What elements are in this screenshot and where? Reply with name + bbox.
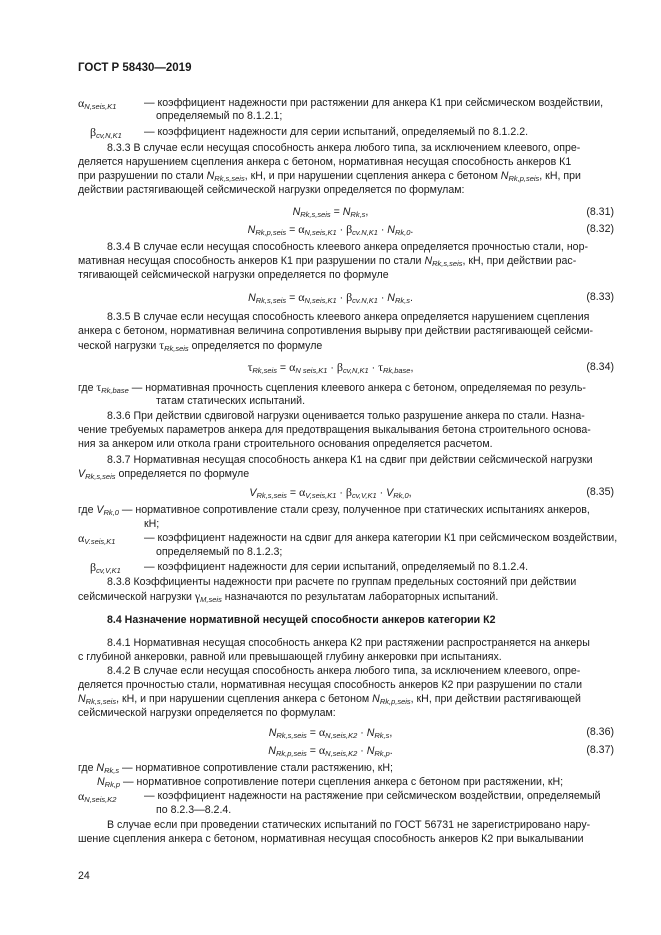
definition-line: — коэффициент надежности для серии испытаний, определяемый по 8.1.2.4. xyxy=(144,561,529,573)
paragraph-line: сейсмической нагрузки определяется по формулам: xyxy=(78,707,336,719)
paragraph-line: В случае если при проведении статических испытаний по ГОСТ 56731 не зарегистрировано нару- xyxy=(107,819,591,831)
paragraph-line: 8.3.4 В случае если несущая способность клеевого анкера определяется прочностью стали, нор- xyxy=(107,241,588,253)
formula: $N_{Rk,p,seis} = \alpha_{N,seis,K1} \cdot \beta_{cv.N,K1} \cdot N_{Rk,0}$. xyxy=(247,222,414,237)
paragraph-line: $V_{Rk,s,seis}$ определяется по формуле xyxy=(78,468,250,481)
equation-number: (8.36) xyxy=(586,726,614,738)
definition-line: — коэффициент надежности при растяжении для анкера К1 при сейсмическом воздействии, xyxy=(144,97,604,109)
definition-line: — коэффициент надежности для серии испытаний, определяемый по 8.1.2.2. xyxy=(144,126,529,138)
document-header: ГОСТ Р 58430—2019 xyxy=(78,62,192,74)
paragraph-line: действии растягивающей сейсмической нагрузки определяется по формулам: xyxy=(78,184,465,196)
formula: $N_{Rk,p,seis} = \alpha_{N,seis,K2} \cdot N_{Rk,p}$. xyxy=(268,743,393,758)
symbol-beta-cv-n-k1: $\beta_{cv,N,K1}$ xyxy=(90,125,122,140)
definition-line: — коэффициент надежности на растяжение при сейсмическом воздействии, определяемый xyxy=(144,790,601,802)
paragraph-line: где $\tau_{Rk,base}$ — нормативная прочность сцепления клеевого анкера с бетоном, определяемая по резуль- xyxy=(78,380,586,395)
paragraph-line: тягивающей сейсмической нагрузки определяется по формуле xyxy=(78,269,389,281)
paragraph-line: сейсмической нагрузки $\gamma_{M,seis}$ назначаются по результатам лабораторных испытаний. xyxy=(78,589,499,604)
formula: $N_{Rk,s,seis} = \alpha_{N,seis,K1} \cdot \beta_{cv.N,K1} \cdot N_{Rk,s}$. xyxy=(248,290,413,305)
paragraph-line: 8.4.1 Нормативная несущая способность анкера К2 при растяжении распространяется на анкеры xyxy=(107,637,590,649)
paragraph-line: анкера с бетоном, нормативная величина сопротивления вырыву при действии растягивающей сейсми- xyxy=(78,325,594,337)
paragraph-line: мативная несущая способность анкеров К1 при разрушении по стали $N_{Rk,s,seis}$, кН, при действии рас- xyxy=(78,255,577,268)
formula: $N_{Rk,s,seis} = \alpha_{N,seis,K2} \cdot N_{Rk,s}$, xyxy=(268,725,393,740)
paragraph-line: чение требуемых параметров анкера для предотвращения выкалывания бетона строительного основа- xyxy=(78,424,591,436)
equation-number: (8.33) xyxy=(586,291,614,303)
symbol-alpha-n-seis-k2: $\alpha_{N,seis,K2}$ xyxy=(78,789,117,804)
paragraph-line: при разрушении по стали $N_{Rk,s,seis}$, кН, и при нарушении сцепления анкера с бетоном $N_{Rk,p,seis}$, кН, при xyxy=(78,170,581,183)
paragraph-line: $N_{Rk,s,seis}$, кН, и при нарушении сцепления анкера с бетоном $N_{Rk,p,seis}$, кН, при действии растягивающей xyxy=(78,693,581,706)
definition-line: $N_{Rk,p}$ — нормативное сопротивление потери сцепления анкера с бетоном при растяжении, кН; xyxy=(97,776,564,789)
definition-line: определяемый по 8.1.2.1; xyxy=(156,110,283,122)
paragraph-line: 8.3.7 Нормативная несущая способность анкера К1 на сдвиг при действии сейсмической нагрузки xyxy=(107,454,593,466)
definition-line: определяемый по 8.1.2.3; xyxy=(156,546,283,558)
definition-line: где $V_{Rk,0}$ — нормативное сопротивление стали срезу, полученное при статических испытаниях анкеров, xyxy=(78,504,590,517)
symbol-alpha-n-seis-k1: $\alpha_{N,seis,K1}$ xyxy=(78,96,117,111)
paragraph-line: ческой нагрузки $\tau_{Rk,seis}$ определяется по формуле xyxy=(78,338,323,353)
definition-line: где $N_{Rk,s}$ — нормативное сопротивление стали растяжению, кН; xyxy=(78,762,393,775)
paragraph-line: татам статических испытаний. xyxy=(156,395,306,407)
equation-number: (8.37) xyxy=(586,744,614,756)
paragraph-line: 8.4.2 В случае если несущая способность анкера любого типа, за исключением клеевого, опре- xyxy=(107,665,581,677)
paragraph-line: шение сцепления анкера с бетоном, нормативная несущая способность анкеров К2 при выкалывании xyxy=(78,833,584,845)
section-heading: 8.4 Назначение нормативной несущей способности анкеров категории К2 xyxy=(107,614,496,626)
formula: $N_{Rk,s,seis} = N_{Rk,s}$, xyxy=(292,206,369,219)
definition-line: кН; xyxy=(144,518,160,530)
equation-number: (8.35) xyxy=(586,486,614,498)
paragraph-line: 8.3.8 Коэффициенты надежности при расчете по группам предельных состояний при действии xyxy=(107,576,577,588)
symbol-alpha-v-seis-k1: $\alpha_{V.seis,K1}$ xyxy=(78,531,116,546)
paragraph-line: 8.3.6 При действии сдвиговой нагрузки оценивается только разрушение анкера по стали. Назна- xyxy=(107,410,585,422)
definition-line: — коэффициент надежности на сдвиг для анкера категории К1 при сейсмическом воздействии, xyxy=(144,532,618,544)
symbol-beta-cv-v-k1: $\beta_{cv,V,K1}$ xyxy=(90,560,121,575)
formula: $\tau_{Rk,seis} = \alpha_{N seis,K1} \cdot \beta_{cv,N,K1} \cdot \tau_{Rk,base}$, xyxy=(247,360,414,375)
formula: $V_{Rk,s,seis} = \alpha_{V,seis,K1} \cdot \beta_{cv,V,K1} \cdot V_{Rk,0}$, xyxy=(249,485,412,500)
paragraph-line: деляется нарушением сцепления анкера с бетоном, нормативная несущая способность анкеров К1 xyxy=(78,156,572,168)
paragraph-line: ния за анкером или откола грани строительного основания определяется расчетом. xyxy=(78,438,493,450)
paragraph-line: 8.3.5 В случае если несущая способность клеевого анкера определяется нарушением сцепления xyxy=(107,311,590,323)
paragraph-line: с глубиной анкеровки, равной или превышающей глубину анкеровки при испытаниях. xyxy=(78,651,502,663)
paragraph-line: 8.3.3 В случае если несущая способность анкера любого типа, за исключением клеевого, опре- xyxy=(107,142,581,154)
page-number: 24 xyxy=(78,870,90,882)
equation-number: (8.31) xyxy=(586,206,614,218)
paragraph-line: деляется прочностью стали, нормативная несущая способность анкеров К2 при разрушении по стали xyxy=(78,679,583,691)
definition-line: по 8.2.3—8.2.4. xyxy=(156,804,232,816)
equation-number: (8.34) xyxy=(586,361,614,373)
equation-number: (8.32) xyxy=(586,223,614,235)
